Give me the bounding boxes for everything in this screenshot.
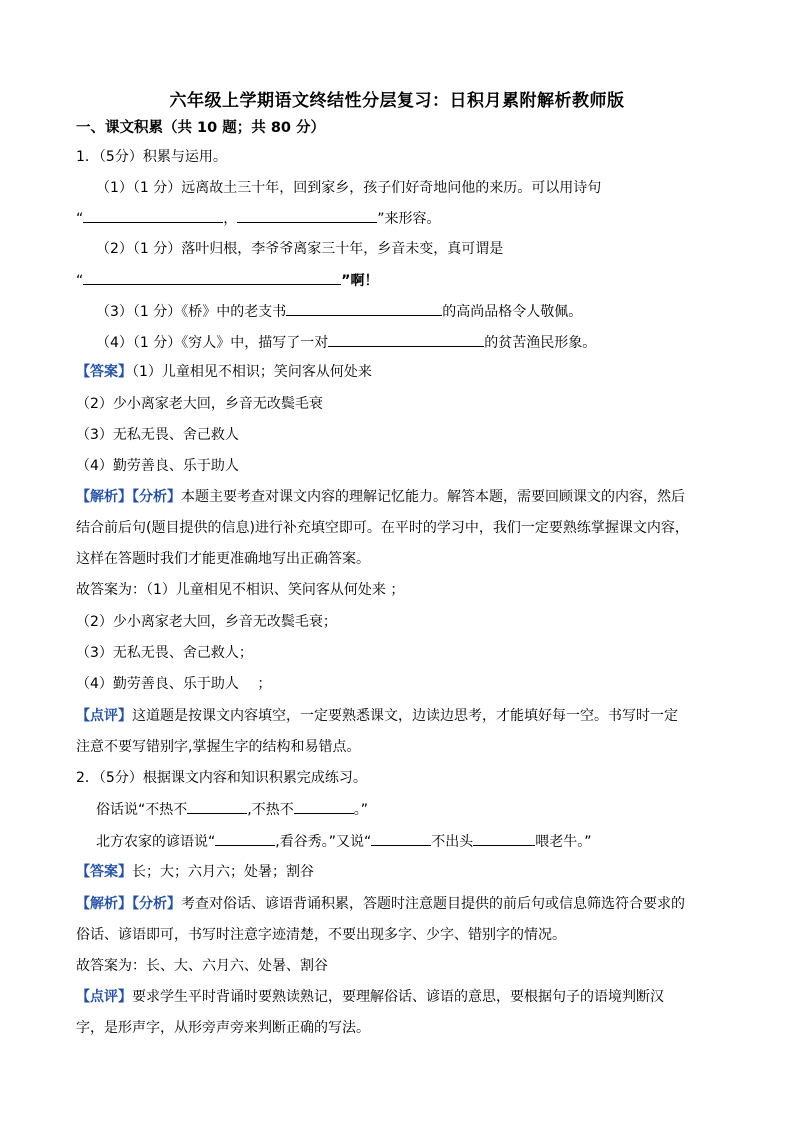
answer-blank[interactable] [215, 831, 275, 846]
answer-tag: 【答案】 [76, 864, 132, 880]
q1-part2-text: （2）（1 分）落叶归根，李爷爷离家三十年，乡音未变，真可谓是 [96, 241, 504, 257]
answer-blank[interactable] [371, 831, 431, 846]
answer-blank[interactable] [83, 270, 341, 285]
answer-tag: 【答案】 [76, 364, 132, 380]
q2-analysis: 【解析】【分析】考查对俗话、谚语背诵积累，答题时注意题目提供的前后句或信息筛选符合要求的 [76, 896, 685, 912]
q2-comment-line: 字，是形声字，从形旁声旁来判断正确的写法。 [76, 1020, 370, 1036]
q2-final-answer: 故答案为：长、大、六月六、处暑、割谷 [76, 958, 328, 974]
section-heading: 一、课文积累（共 10 题；共 80 分） [76, 120, 326, 136]
comment-tag: 【点评】 [76, 708, 132, 724]
page-title: 六年级上学期语文终结性分层复习：日积月累附解析教师版 [169, 91, 625, 111]
q1-final-answer: （2）少小离家老大回，乡音无改鬓毛衰； [76, 614, 337, 630]
q1-answer: 【答案】（1）儿童相见不相识；笑问客从何处来 [76, 364, 372, 380]
q1-answer-line: （4）勤劳善良、乐于助人 [76, 458, 239, 474]
analysis-tag: 【解析】【分析】 [76, 489, 181, 505]
q1-part1-blanks: “ ， ”来形容。 [76, 208, 441, 229]
q1-part1-text: （1）（1 分）远离故土三十年，回到家乡，孩子们好奇地问他的来历。可以用诗句 [96, 180, 602, 196]
q1-final-answer: 故答案为：（1）儿童相见不相识、笑问客从何处来 ； [76, 582, 405, 598]
q1-final-answer: （4）勤劳善良、乐于助人 ； [76, 676, 272, 692]
comment-tag: 【点评】 [76, 989, 132, 1005]
q1-comment-line: 注意不要写错别字,掌握生字的结构和易错点。 [76, 739, 361, 755]
answer-blank[interactable] [473, 831, 535, 846]
answer-blank[interactable] [286, 301, 442, 316]
q1-part3: （3）（1 分）《桥》中的老支书 的高尚品格令人敬佩。 [96, 301, 582, 322]
q1-part2-blank: “ ”啊！ [76, 270, 378, 291]
answer-blank[interactable] [294, 799, 354, 814]
q1-analysis: 【解析】【分析】本题主要考查对课文内容的理解记忆能力。解答本题，需要回顾课文的内容，然后 [76, 489, 685, 505]
q1-answer-line: （2）少小离家老大回，乡音无改鬓毛衰 [76, 396, 323, 412]
q1-analysis-line: 结合前后句(题目提供的信息)进行补充填空即可。在平时的学习中，我们一定要熟练掌握课文内容， [76, 520, 689, 536]
q1-analysis-line: 这样在答题时我们才能更准确地写出正确答案。 [76, 551, 370, 567]
q1-answer-line: （3）无私无畏、舍己救人 [76, 427, 239, 443]
q1-final-answer: （3）无私无畏、舍己救人； [76, 645, 253, 661]
q1-part4: （4）（1 分）《穷人》中，描写了一对 的贫苦渔民形象。 [96, 332, 596, 353]
question-1-heading: 1．（5分）积累与运用。 [76, 149, 227, 165]
q2-line1: 俗话说“不热不 ,不热不 。” [96, 799, 368, 820]
question-2-heading: 2．（5分）根据课文内容和知识积累完成练习。 [76, 770, 367, 786]
q2-answer: 【答案】长；大；六月六；处暑；割谷 [76, 864, 314, 880]
answer-blank[interactable] [83, 208, 223, 223]
answer-blank[interactable] [237, 208, 377, 223]
answer-blank[interactable] [187, 799, 247, 814]
answer-blank[interactable] [328, 332, 484, 347]
q2-analysis-line: 俗话、谚语即可，书写时注意字迹清楚，不要出现多字、少字、错别字的情况。 [76, 927, 566, 943]
analysis-tag: 【解析】【分析】 [76, 896, 181, 912]
q1-comment: 【点评】这道题是按课文内容填空，一定要熟悉课文，边读边思考，才能填好每一空。书写时一定 [76, 708, 678, 724]
q2-line2: 北方农家的谚语说“ ,看谷秀。”又说“ 不出头 喂老牛。” [96, 831, 592, 852]
q2-comment: 【点评】要求学生平时背诵时要熟读熟记，要理解俗话、谚语的意思，要根据句子的语境判断汉 [76, 989, 664, 1005]
